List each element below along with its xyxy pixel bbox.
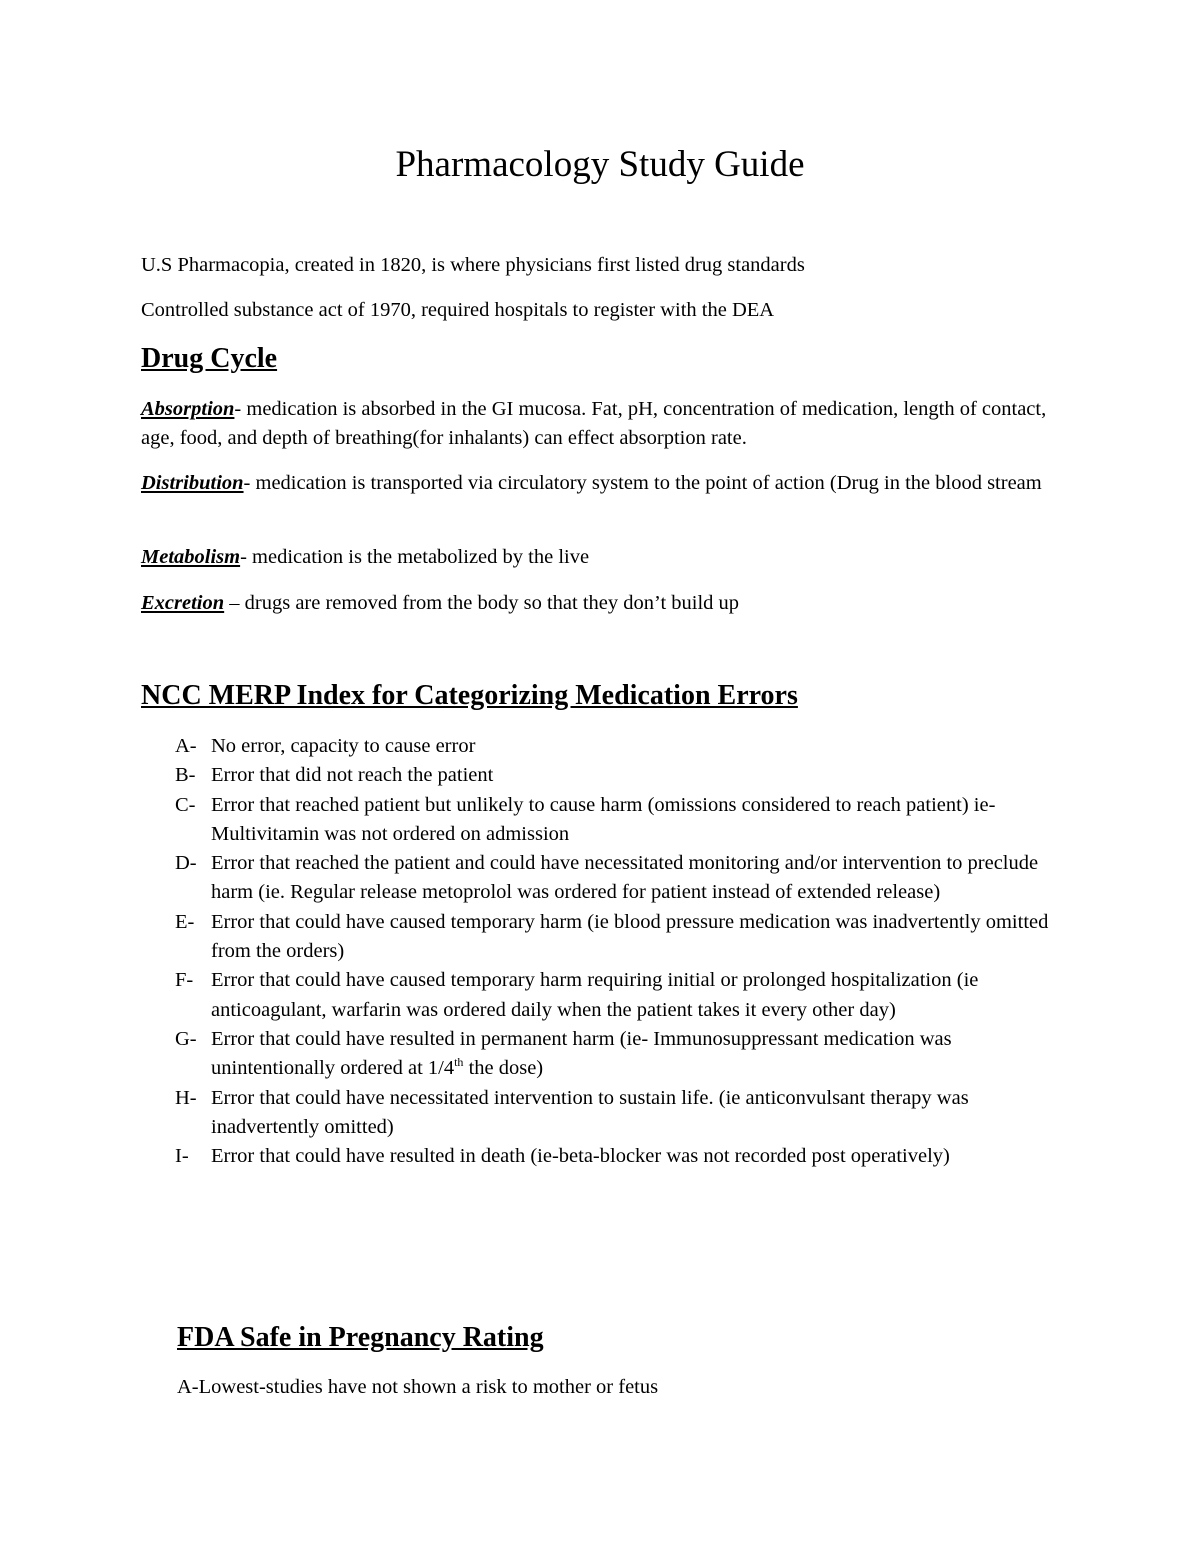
merp-text: Error that could have caused temporary harm requiring initial or prolonged hospitalization (ie anticoagulant, warfarin was ordered daily when the patient takes it every other day): [211, 969, 979, 1021]
merp-text: No error, capacity to cause error: [211, 735, 476, 757]
metabolism-separator: -: [240, 546, 253, 568]
distribution-term: Distribution: [141, 472, 244, 494]
merp-item-h: [175, 1084, 1075, 1143]
drug-cycle-distribution: [141, 469, 1061, 498]
merp-text: Error that reached the patient and could have necessitated monitoring and/or intervention to preclude harm (ie. Regular release metoprolol was ordered for patient instead of extended release): [211, 852, 1039, 904]
merp-item-i: [175, 1142, 1075, 1171]
metabolism-term: Metabolism: [141, 546, 241, 568]
merp-item-c: [175, 791, 1075, 850]
excretion-separator: –: [224, 592, 245, 614]
merp-item-f: [175, 966, 1075, 1025]
fda-rating-a: A-Lowest-studies have not shown a risk to mother or fetus: [177, 1376, 659, 1398]
merp-text-group: [211, 1025, 1075, 1084]
merp-item-d: [175, 849, 1075, 908]
distribution-separator: -: [243, 472, 256, 494]
fda-heading: FDA Safe in Pregnancy Rating: [177, 1322, 544, 1353]
merp-item-e: [175, 908, 1075, 967]
merp-letter: I-: [175, 1145, 189, 1168]
merp-letter: H-: [175, 1086, 197, 1109]
excretion-term: Excretion: [141, 592, 225, 614]
merp-text: Error that could have necessitated intervention to sustain life. (ie anticonvulsant therapy was inadvertently omitted): [211, 1086, 969, 1138]
merp-text-tail: the dose): [463, 1057, 544, 1080]
absorption-separator: -: [234, 398, 247, 420]
merp-letter: G-: [175, 1027, 197, 1050]
merp-letter: E-: [175, 910, 195, 933]
drug-cycle-absorption: [141, 395, 1061, 453]
merp-heading: NCC MERP Index for Categorizing Medication Errors: [141, 680, 798, 711]
merp-letter: F-: [175, 969, 194, 992]
distribution-text: medication is transported via circulatory system to the point of action (Drug in the blood stream: [255, 472, 1042, 494]
merp-text: Error that could have resulted in permanent harm (ie- Immunosuppressant medication was unintentionally ordered at 1/4: [211, 1027, 952, 1080]
intro-controlled-substance-act: Controlled substance act of 1970, required hospitals to register with the DEA: [141, 299, 775, 321]
merp-superscript: th: [454, 1055, 464, 1070]
merp-text: Error that could have resulted in death (ie-beta-blocker was not recorded post operatively): [211, 1145, 950, 1168]
intro-pharmacopia: U.S Pharmacopia, created in 1820, is where physicians first listed drug standards: [141, 254, 805, 276]
absorption-text: medication is absorbed in the GI mucosa. Fat, pH, concentration of medication, length of contact, age, food, and depth of breathing(for inhalants) can effect absorption rate.: [141, 398, 1047, 449]
merp-text: Error that could have caused temporary harm (ie blood pressure medication was inadvertently omitted from the orders): [211, 910, 1049, 963]
merp-text: Error that reached patient but unlikely to cause harm (omissions considered to reach patient) ie- Multivitamin was not ordered on admission: [211, 793, 996, 845]
absorption-term: Absorption: [141, 398, 235, 420]
drug-cycle-heading: Drug Cycle: [141, 343, 278, 374]
merp-list: [175, 732, 1075, 1171]
page-title: Pharmacology Study Guide: [395, 144, 805, 185]
drug-cycle-metabolism: [141, 543, 1061, 572]
merp-item-b: [175, 761, 1075, 790]
drug-cycle-excretion: [141, 589, 1061, 618]
merp-letter: C-: [175, 793, 196, 816]
merp-item-g: [175, 1025, 1075, 1084]
metabolism-text: medication is the metabolized by the live: [252, 546, 590, 568]
merp-letter: B-: [175, 764, 196, 787]
excretion-text: drugs are removed from the body so that they don’t build up: [244, 592, 740, 614]
merp-item-a: [175, 732, 1075, 761]
merp-letter: A-: [175, 735, 197, 757]
merp-letter: D-: [175, 852, 197, 875]
merp-text: Error that did not reach the patient: [211, 764, 494, 787]
